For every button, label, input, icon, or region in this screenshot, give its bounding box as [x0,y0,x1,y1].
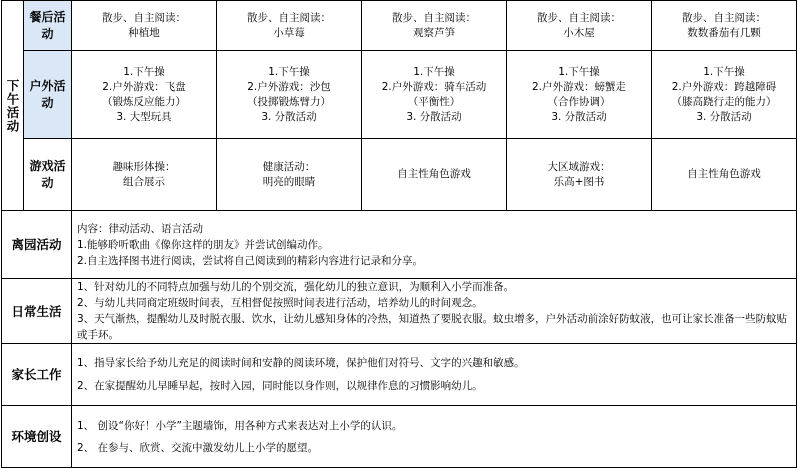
environment-label: 环境创设 [2,406,72,468]
environment-content: 1、 创设“你好！小学”主题墙饰，用各种方式来表达对上小学的认识。 2、 在参与、欣赏、交流中激发幼儿上小学的愿望。 [72,406,797,468]
afternoon-activity-header: 下午活动 [2,1,24,211]
games-cell: 大区域游戏： 乐高+图书 [507,139,652,211]
after-meal-cell: 散步、自主阅读： 观察芦笋 [362,1,507,51]
after-meal-row [2,1,797,51]
games-label: 游戏活动 [24,139,72,211]
outdoor-cell: 1.下午操 2.户外游戏：跨越障碍 （膝高跷行走的能力） 3. 分散活动 [652,51,797,139]
environment-row [2,406,797,468]
parents-content: 1、指导家长给予幼儿充足的阅读时间和安静的阅读环境，保护他们对符号、文字的兴趣和敏感。 2、在家提醒幼儿早睡早起，按时入园，同时能以身作则，以规律作息的习惯影响幼儿。 [72,344,797,406]
daily-row [2,279,797,344]
outdoor-cell: 1.下午操 2.户外游戏：骑车活动 （平衡性） 3. 分散活动 [362,51,507,139]
daily-label: 日常生活 [2,279,72,344]
leave-content: 内容：律动活动、语言活动 1.能够聆听歌曲《像你这样的朋友》并尝试创编动作。 2.自主选择图书进行阅读，尝试将自己阅读到的精彩内容进行记录和分享。 [72,211,797,279]
after-meal-cell: 散步、自主阅读： 小木屋 [507,1,652,51]
parents-row [2,344,797,406]
daily-content: 1、针对幼儿的不同特点加强与幼儿的个别交流，强化幼儿的独立意识，为顺利入小学而准备。 2、与幼儿共同商定班级时间表，互相督促按照时间表进行活动，培养幼儿的时间观念。 3、天气渐热，提醒幼儿及时脱衣服、饮水，让幼儿感知身体的冷热，知道热了要脱衣服。蚊虫增多，户外活动前涂好防蚊液，也可让家长准备一些防蚊贴或手环。 [72,279,797,344]
weekly-plan-table [1,0,797,468]
outdoor-label: 户外活动 [24,51,72,139]
leave-row [2,211,797,279]
leave-label: 离园活动 [2,211,72,279]
outdoor-cell: 1.下午操 2.户外游戏：沙包 （投掷锻炼臂力） 3. 分散活动 [217,51,362,139]
after-meal-label: 餐后活动 [24,1,72,51]
after-meal-cell: 散步、自主阅读： 种植地 [72,1,217,51]
games-cell: 健康活动： 明亮的眼睛 [217,139,362,211]
outdoor-row [2,51,797,139]
games-cell: 自主性角色游戏 [362,139,507,211]
games-cell: 自主性角色游戏 [652,139,797,211]
games-cell: 趣味形体操： 组合展示 [72,139,217,211]
after-meal-cell: 散步、自主阅读： 小草莓 [217,1,362,51]
after-meal-cell: 散步、自主阅读： 数数番茄有几颗 [652,1,797,51]
parents-label: 家长工作 [2,344,72,406]
outdoor-cell: 1.下午操 2.户外游戏：飞盘 （锻炼反应能力） 3. 大型玩具 [72,51,217,139]
games-row [2,139,797,211]
outdoor-cell: 1.下午操 2.户外游戏：螃蟹走 （合作协调） 3. 分散活动 [507,51,652,139]
